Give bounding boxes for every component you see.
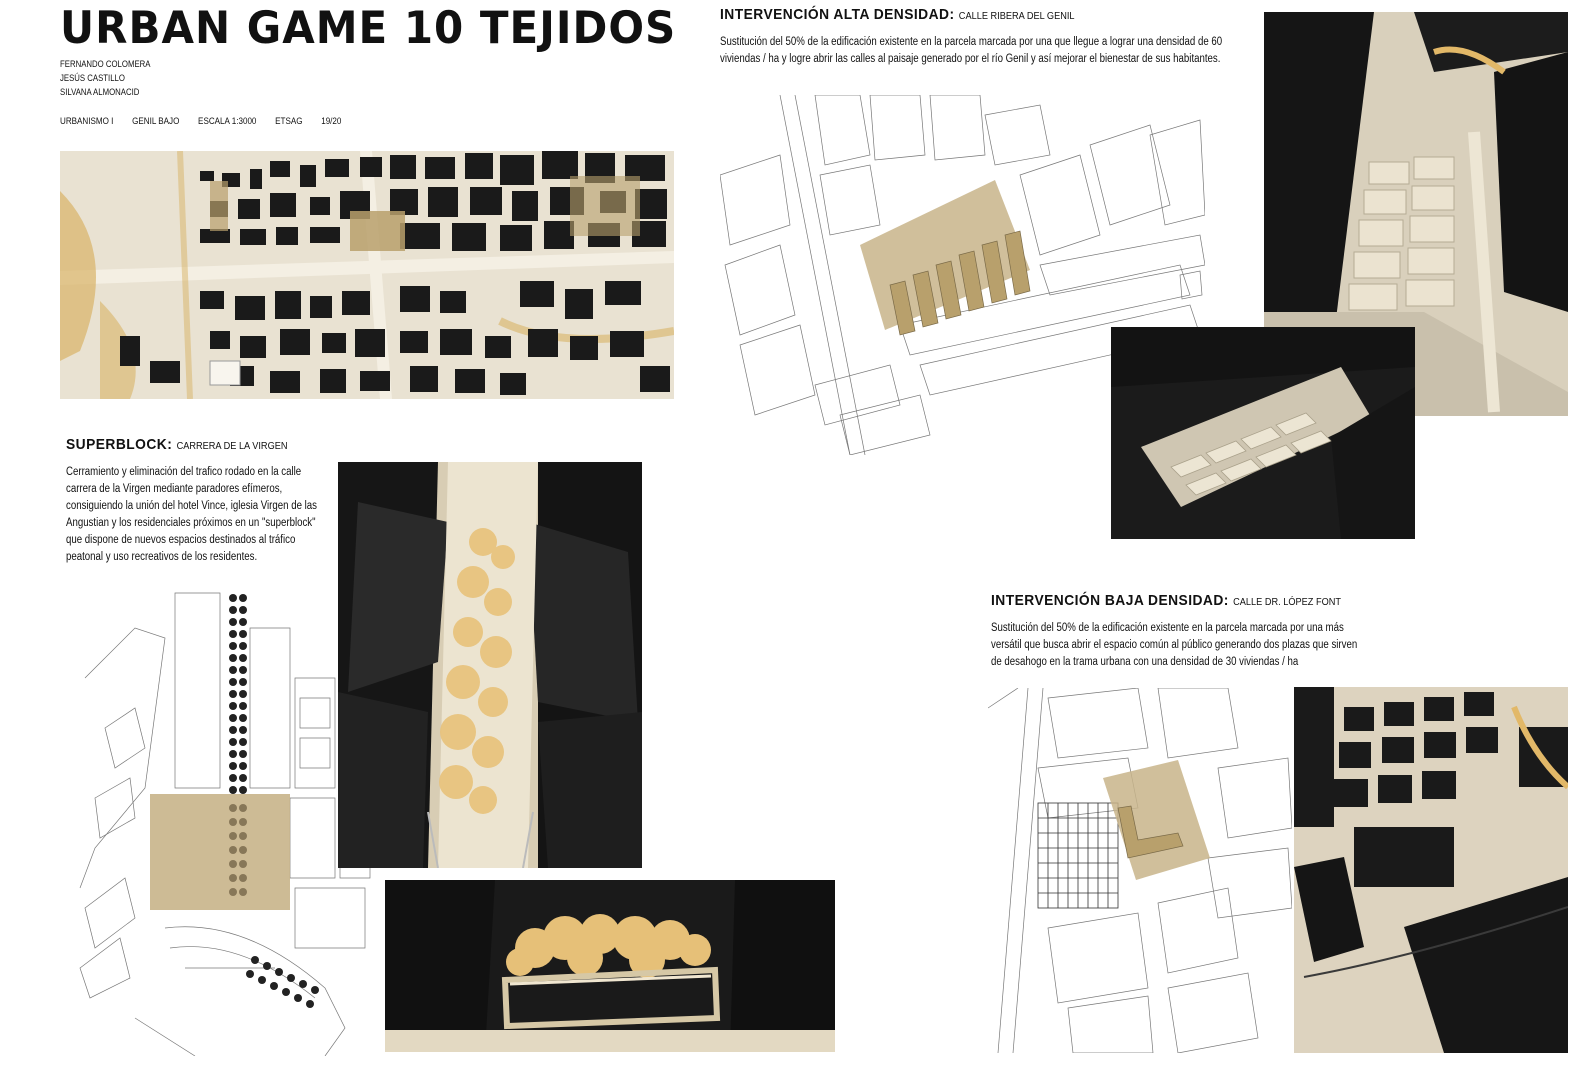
aerial-model-photo <box>60 151 674 399</box>
meta-area: GENIL BAJO <box>132 116 180 127</box>
meta-year: 19/20 <box>321 116 342 127</box>
alta-model-photo-small <box>1111 327 1415 539</box>
baja-heading <box>991 592 1341 609</box>
baja-subtitle: CALLE DR. LÓPEZ FONT <box>1233 597 1342 608</box>
superblock-title: SUPERBLOCK: <box>66 436 173 453</box>
baja-title: INTERVENCIÓN BAJA DENSIDAD: <box>991 592 1229 609</box>
meta-school: ETSAG <box>275 116 303 127</box>
superblock-section-photo <box>385 880 835 1052</box>
author-list <box>60 58 150 100</box>
author-name: FERNANDO COLOMERA <box>60 59 151 70</box>
page-title: URBAN GAME 10 TEJIDOS <box>60 2 677 54</box>
alta-description: Sustitución del 50% de la edificación existente en la parcela marcada por una que llegue a lograr una densidad de 60 viviendas / ha y logre abrir las calles al paisaje generado por el río Genil y así mejorar el bienestar de sus habitantes. <box>720 36 1223 65</box>
alta-title: INTERVENCIÓN ALTA DENSIDAD: <box>720 6 955 23</box>
author-name: SILVANA ALMONACID <box>60 87 140 98</box>
superblock-subtitle: CARRERA DE LA VIRGEN <box>176 441 288 452</box>
meta-course: URBANISMO I <box>60 116 114 127</box>
baja-model-photo <box>1294 687 1568 1053</box>
project-meta <box>60 116 341 127</box>
superblock-street-photo <box>338 462 642 868</box>
superblock-site-plan <box>75 588 375 1056</box>
alta-subtitle: CALLE RIBERA DEL GENIL <box>958 11 1075 22</box>
alta-heading <box>720 6 1075 23</box>
meta-scale: ESCALA 1:3000 <box>198 116 257 127</box>
superblock-description: Cerramiento y eliminación del trafico rodado en la calle carrera de la Virgen mediante paradores efímeros, consiguiendo la unión del hotel Vince, iglesia Virgen de las Angustian y los residenciales próximos en un "superblock" que dispone de nuevos espacios destinados al tráfico peatonal y uso recreativos de los residentes. <box>66 466 317 563</box>
baja-description: Sustitución del 50% de la edificación existente en la parcela marcada por una más versátil que busca abrir el espacio común al público generando dos plazas que sirven de desahogo en la trama urbana con una densidad de 30 viviendas / ha <box>991 622 1358 668</box>
superblock-heading <box>66 436 288 453</box>
baja-site-plan <box>988 688 1292 1053</box>
author-name: JESÚS CASTILLO <box>60 73 125 84</box>
